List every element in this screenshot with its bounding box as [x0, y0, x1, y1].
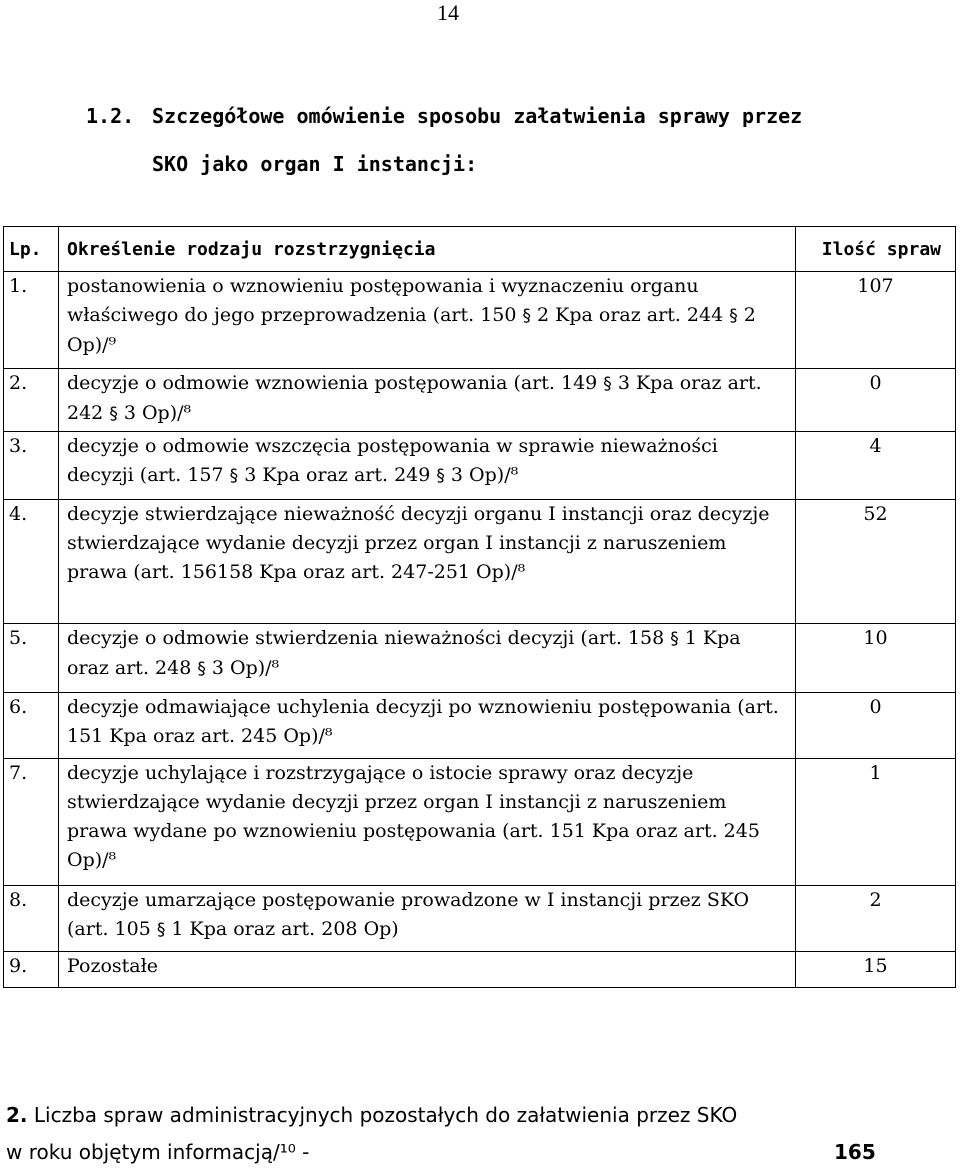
summary-total: 165: [834, 1140, 876, 1164]
heading-text-1: Szczegółowe omówienie sposobu załatwienia sprawy przez: [152, 104, 803, 128]
row-count: 107: [796, 272, 956, 369]
section-sign: §: [156, 920, 166, 940]
row-text: postanowienia o wznowieniu postępowania i wyznaczeniu organu właściwego do jego przeprowadzenia (art. 150: [67, 275, 699, 326]
row-text: decyzje stwierdzające nieważność decyzji organu I instancji oraz decyzje stwierdzające wydanie decyzji przez organ I instancji z naruszeniem prawa (art. 156158 Kpa oraz art. 247-251 Op)/⁸: [67, 503, 770, 583]
row-lp: 7.: [4, 759, 59, 886]
row-count: 10: [796, 624, 956, 693]
section-sign: §: [603, 374, 612, 394]
row-text: Pozostałe: [67, 955, 159, 977]
table-row: [4, 952, 956, 988]
row-text: 3 Op)/⁸: [444, 464, 519, 486]
section-sign: §: [670, 629, 679, 649]
section-sign: §: [522, 306, 531, 326]
heading-number: 1.2.: [86, 104, 135, 128]
summary-number: 2.: [6, 1103, 28, 1127]
table-row: [4, 500, 956, 624]
header-count: Ilość spraw: [796, 227, 956, 272]
cases-table: [3, 226, 956, 988]
row-count: 1: [796, 759, 956, 886]
row-description: [59, 500, 796, 624]
table-row: [4, 624, 956, 693]
row-count: 52: [796, 500, 956, 624]
row-description: [59, 369, 796, 432]
summary-line-1: [6, 1097, 886, 1134]
section-sign: §: [436, 466, 445, 486]
summary-line-2: [6, 1134, 886, 1171]
row-text: 1 Kpa oraz art. 208 Op): [165, 918, 399, 940]
row-count: 2: [796, 886, 956, 952]
row-description: [59, 693, 796, 759]
table-row: [4, 693, 956, 759]
row-description: [59, 624, 796, 693]
table-row: [4, 432, 956, 500]
row-text: 3 Kpa oraz art. 242: [67, 372, 762, 424]
row-text: decyzje odmawiające uchylenia decyzji po wznowieniu postępowania (art. 151 Kpa oraz art. 245 Op)/⁸: [67, 696, 779, 747]
table-row: [4, 759, 956, 886]
row-description: [59, 952, 796, 988]
row-lp: 9.: [4, 952, 59, 988]
row-lp: 4.: [4, 500, 59, 624]
page-number: 14: [437, 0, 459, 25]
header-description: Określenie rodzaju rozstrzygnięcia: [59, 227, 796, 272]
row-lp: 1.: [4, 272, 59, 369]
row-lp: 5.: [4, 624, 59, 693]
summary: [6, 1097, 886, 1171]
section-sign: §: [109, 404, 118, 424]
row-text: 3 Op)/⁸: [117, 402, 192, 424]
row-count: 0: [796, 369, 956, 432]
row-description: [59, 886, 796, 952]
row-text: decyzje o odmowie stwierdzenia nieważności decyzji (art. 158: [67, 627, 671, 649]
row-count: 4: [796, 432, 956, 500]
section-heading: [86, 92, 802, 188]
row-text: 2 Op)/⁹: [67, 304, 756, 356]
row-text: decyzje o odmowie wznowienia postępowania (art. 149: [67, 372, 604, 394]
table-header-row: [4, 227, 956, 272]
heading-line-2: SKO jako organ I instancji:: [152, 152, 478, 176]
summary-text-1: Liczba spraw administracyjnych pozostałych do załatwienia przez SKO: [27, 1103, 738, 1127]
table-row: [4, 886, 956, 952]
summary-text-2: w roku objętym informacją/¹⁰ -: [6, 1140, 310, 1164]
row-text: decyzje o odmowie wszczęcia postępowania w sprawie nieważności decyzji (art. 157: [67, 435, 718, 486]
row-text: 2 Kpa oraz art. 244: [531, 304, 730, 326]
section-sign: §: [229, 466, 239, 486]
heading-line-1: [86, 92, 802, 140]
row-text: 3 Kpa oraz art. 249: [238, 464, 437, 486]
row-lp: 2.: [4, 369, 59, 432]
row-text: decyzje uchylające i rozstrzygające o istocie sprawy oraz decyzje stwierdzające wydanie decyzji przez organ I instancji z naruszeniem prawa wydane po wznowieniu postępowania (art. 151 Kpa oraz art. 245 Op)/⁸: [67, 762, 760, 871]
header-lp: Lp.: [4, 227, 59, 272]
row-text: decyzje umarzające postępowanie prowadzone w I instancji przez SKO (art. 105: [67, 889, 750, 940]
row-description: [59, 759, 796, 886]
row-description: [59, 272, 796, 369]
row-description: [59, 432, 796, 500]
section-sign: §: [729, 306, 738, 326]
row-count: 0: [796, 693, 956, 759]
row-lp: 3.: [4, 432, 59, 500]
row-text: 3 Op)/⁸: [205, 657, 280, 679]
row-lp: 6.: [4, 693, 59, 759]
table-row: [4, 369, 956, 432]
row-count: 15: [796, 952, 956, 988]
row-lp: 8.: [4, 886, 59, 952]
section-sign: §: [197, 659, 206, 679]
table-row: [4, 272, 956, 369]
row-text: 1 Kpa oraz art. 248: [67, 627, 741, 679]
